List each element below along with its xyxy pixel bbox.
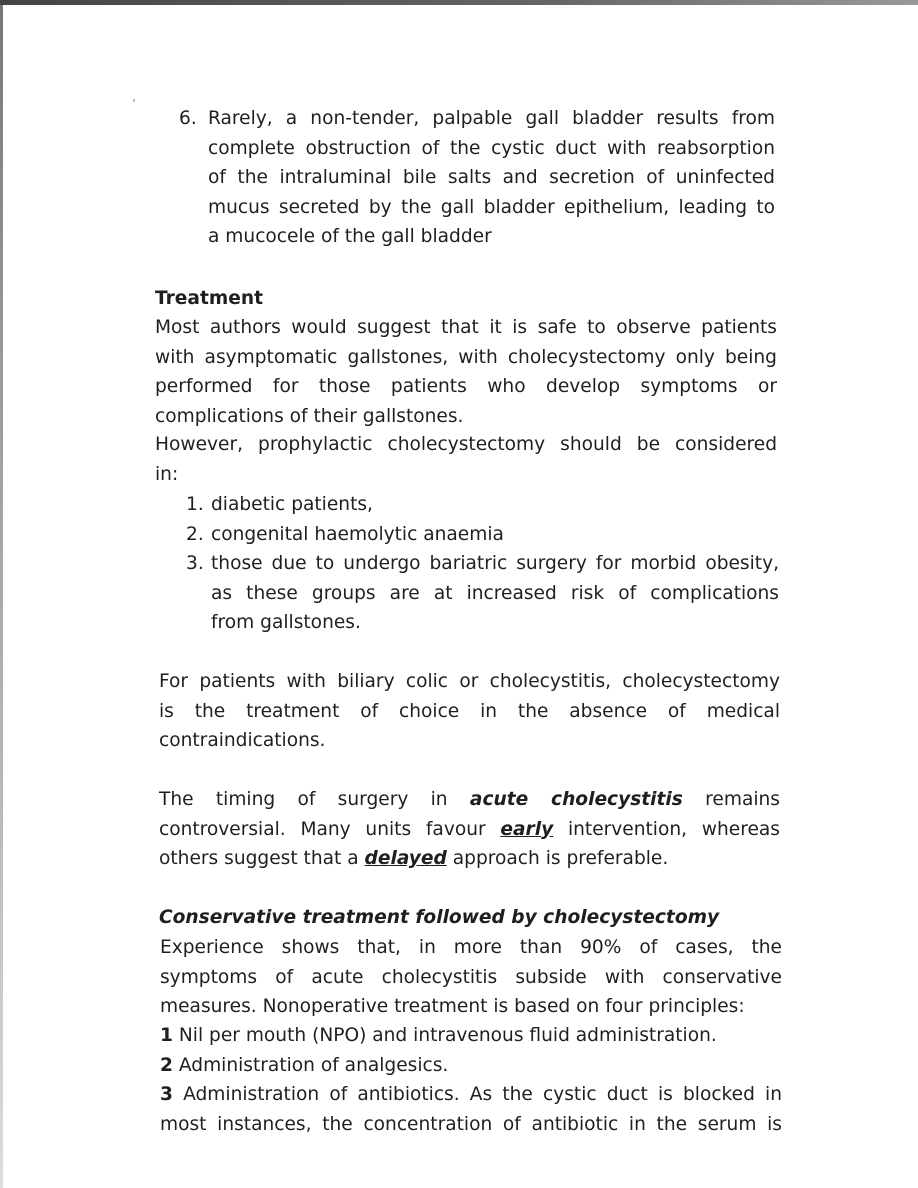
- conservative-heading: Conservative treatment followed by cholecystectomy: [159, 907, 720, 928]
- item6-text: [208, 104, 775, 252]
- treatment-para1-line: with asymptomatic gallstones, with cholecystectomy only being: [155, 346, 777, 368]
- timing-line: The timing of surgery in acute cholecystitis remains: [159, 789, 780, 810]
- scan-edge-top: [0, 0, 918, 5]
- treatment-list-item: those due to undergo bariatric surgery for morbid obesity, as these groups are at increased risk of complications from gallstones.: [211, 553, 779, 633]
- item6-line: complete obstruction of the cystic duct with reabsorption: [208, 137, 775, 159]
- conservative-principles: [160, 1021, 782, 1139]
- item6-line: Rarely, a non-tender, palpable gall bladder results from: [208, 108, 775, 129]
- scan-edge-left: [0, 0, 3, 1188]
- scan-speck: [133, 99, 135, 102]
- principle-item: 3 Administration of antibiotics. As the cystic duct is blocked in: [160, 1084, 782, 1105]
- item6-line: a mucocele of the gall bladder: [208, 226, 492, 247]
- treatment-para2-line: However, prophylactic cholecystectomy should be considered: [155, 434, 777, 455]
- treatment-para1-line: performed for those patients who develop symptoms or: [155, 376, 777, 397]
- conservative-intro: Experience shows that, in more than 90% of cases, the symptoms of acute cholecystitis subside with conservative measures. Nonoperative treatment is based on four principles:: [160, 937, 782, 1017]
- treatment-list-number: 3.: [186, 553, 204, 574]
- treatment-list-number: 2.: [186, 524, 204, 545]
- timing-para: [159, 785, 780, 874]
- treatment-para1-line: complications of their gallstones.: [155, 405, 464, 427]
- timing-line: others suggest that a delayed approach is preferable.: [159, 848, 669, 869]
- acute-cholecystitis-emphasis: acute cholecystitis: [469, 789, 683, 810]
- principle-continuation: most instances, the concentration of antibiotic in the serum is: [160, 1113, 782, 1135]
- item6-number: 6.: [179, 108, 197, 129]
- treatment-list-item: congenital haemolytic anaemia: [211, 524, 504, 545]
- item6-line: of the intraluminal bile salts and secretion of uninfected: [208, 167, 775, 188]
- item6-line: mucus secreted by the gall bladder epithelium, leading to: [208, 196, 775, 218]
- treatment-para1-line: Most authors would suggest that it is safe to observe patients: [155, 317, 777, 338]
- timing-line: controversial. Many units favour early intervention, whereas: [159, 818, 780, 840]
- treatment-para2-line: in:: [155, 463, 179, 485]
- treatment-list-number: 1.: [186, 494, 204, 515]
- treatment-heading: Treatment: [155, 288, 263, 309]
- treatment-para1: [155, 313, 777, 431]
- principle-item: 2 Administration of analgesics.: [160, 1054, 449, 1076]
- biliary-para: For patients with biliary colic or cholecystitis, cholecystectomy is the treatment of choice in the absence of medical contraindications.: [159, 671, 780, 751]
- treatment-para2: [155, 430, 777, 489]
- delayed-emphasis: delayed: [364, 848, 447, 869]
- treatment-list-item: diabetic patients,: [211, 494, 373, 515]
- principle-item: 1 Nil per mouth (NPO) and intravenous fluid administration.: [160, 1025, 717, 1046]
- early-emphasis: early: [500, 818, 554, 840]
